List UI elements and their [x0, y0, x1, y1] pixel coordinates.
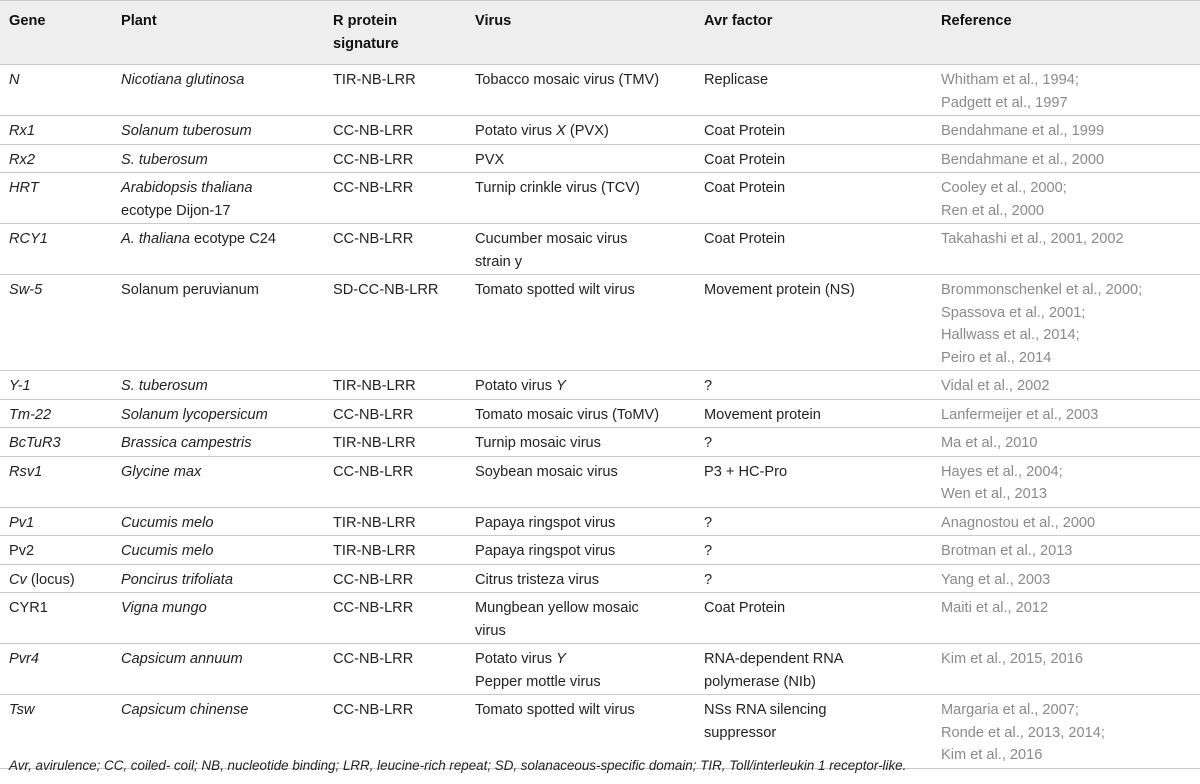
virus-name: Papaya ringspot virus [475, 543, 616, 559]
virus-name: Papaya ringspot virus [475, 514, 616, 531]
table-row [0, 173, 1200, 224]
plant-name: Brassica campestris [121, 435, 252, 451]
table-row [0, 507, 1200, 536]
table-row [0, 456, 1200, 507]
cell-gene [0, 644, 121, 695]
cell-avr [704, 564, 941, 593]
cell-virus [475, 564, 704, 593]
cell-virus [475, 593, 704, 644]
cell-r-protein [333, 173, 475, 224]
avr-factor: Coat Protein [704, 600, 786, 616]
plant-name: Nicotiana glutinosa [121, 72, 245, 88]
cell-gene [0, 224, 121, 275]
gene-note: (locus) [30, 571, 75, 588]
r-protein-signature: SD-CC-NB-LRR [333, 282, 439, 298]
cell-virus [475, 224, 704, 275]
r-protein-signature: TIR-NB-LRR [333, 543, 416, 559]
r-protein-signature: CC-NB-LRR [333, 151, 414, 168]
virus-letter: Y [556, 651, 566, 667]
reference-link[interactable]: Brommonschenkel et al., 2000; [941, 282, 1143, 298]
cell-gene [0, 695, 121, 769]
virus-name: Tomato spotted wilt virus [475, 702, 635, 718]
cell-virus [475, 507, 704, 536]
cell-r-protein [333, 116, 475, 145]
gene-name: BcTuR3 [9, 435, 61, 451]
reference-link[interactable]: Cooley et al., 2000; [941, 180, 1067, 196]
plant-name: Solanum peruvianum [121, 282, 259, 298]
virus-name: Potato virus X (PVX) [475, 123, 609, 139]
cell-gene [0, 173, 121, 224]
header-plant: Plant [121, 13, 157, 29]
table-footnote: Avr, avirulence; CC, coiled- coil; NB, nucleotide binding; LRR, leucine-rich repeat; SD, solanaceous-specific domain; TIR, Toll/interleukin 1 receptor-like. [9, 758, 907, 773]
r-protein-signature: CC-NB-LRR [333, 651, 414, 667]
virus-name-secondary: Pepper mottle virus [475, 673, 601, 690]
gene-name: N [9, 72, 20, 88]
cell-virus [475, 116, 704, 145]
virus-letter: Y [556, 378, 566, 394]
cell-r-protein [333, 371, 475, 400]
cell-gene [0, 116, 121, 145]
reference-link[interactable]: Padgett et al., 1997 [941, 94, 1068, 111]
r-protein-signature: TIR-NB-LRR [333, 514, 416, 531]
cell-reference [941, 371, 1200, 400]
virus-name: Tobacco mosaic virus (TMV) [475, 72, 660, 88]
cell-gene [0, 456, 121, 507]
cell-avr [704, 456, 941, 507]
cell-virus [475, 428, 704, 457]
virus-name: Turnip crinkle virus (TCV) [475, 180, 640, 196]
cell-virus [475, 275, 704, 371]
cell-r-protein [333, 644, 475, 695]
cell-gene [0, 564, 121, 593]
gene-name: HRT [9, 180, 39, 196]
cell-avr [704, 144, 941, 173]
cell-reference [941, 593, 1200, 644]
table-row [0, 644, 1200, 695]
cell-reference [941, 275, 1200, 371]
cell-avr [704, 593, 941, 644]
gene-name: Y-1 [9, 378, 31, 394]
cell-reference [941, 399, 1200, 428]
r-protein-signature: CC-NB-LRR [333, 600, 414, 616]
cell-avr [704, 116, 941, 145]
table-row [0, 371, 1200, 400]
table-header-row [0, 1, 1200, 65]
reference-link[interactable]: Yang et al., 2003 [941, 571, 1051, 588]
reference-link[interactable]: Ronde et al., 2013, 2014; [941, 724, 1105, 741]
cell-reference [941, 507, 1200, 536]
header-r-protein: R protein signature [333, 13, 399, 52]
reference-link[interactable]: Vidal et al., 2002 [941, 378, 1050, 394]
reference-link[interactable]: Ren et al., 2000 [941, 202, 1045, 219]
cell-reference [941, 536, 1200, 565]
cell-r-protein [333, 65, 475, 116]
cell-gene [0, 399, 121, 428]
cell-gene [0, 428, 121, 457]
reference-link[interactable]: Margaria et al., 2007; [941, 702, 1079, 718]
table-row [0, 224, 1200, 275]
cell-plant [121, 593, 333, 644]
cell-plant [121, 224, 333, 275]
cell-plant [121, 275, 333, 371]
cell-avr [704, 428, 941, 457]
table-body [0, 65, 1200, 769]
plant-name: Solanum tuberosum [121, 123, 252, 139]
gene-name: RCY1 [9, 231, 48, 247]
plant-name: Poncirus trifoliata [121, 571, 233, 588]
gene-name: Tm-22 [9, 406, 52, 423]
plant-name: Capsicum chinense [121, 702, 249, 718]
r-protein-signature: CC-NB-LRR [333, 231, 414, 247]
plant-name: Vigna mungo [121, 600, 207, 616]
cell-virus [475, 144, 704, 173]
table-row [0, 116, 1200, 145]
header-gene: Gene [9, 13, 46, 29]
cell-gene [0, 275, 121, 371]
virus-name: Turnip mosaic virus [475, 435, 601, 451]
cell-r-protein [333, 144, 475, 173]
cell-reference [941, 428, 1200, 457]
cell-gene [0, 65, 121, 116]
gene-name: Cv [9, 571, 27, 588]
cell-plant [121, 65, 333, 116]
cell-avr [704, 536, 941, 565]
cell-r-protein [333, 536, 475, 565]
reference-link[interactable]: Whitham et al., 1994; [941, 72, 1079, 88]
avr-factor: Coat Protein [704, 231, 786, 247]
avr-factor: Coat Protein [704, 180, 786, 196]
cell-virus [475, 65, 704, 116]
table-row [0, 564, 1200, 593]
plant-ecotype: ecotype C24 [194, 231, 276, 247]
header-avr: Avr factor [704, 13, 773, 29]
cell-plant [121, 695, 333, 769]
plant-name: Glycine max [121, 463, 202, 480]
virus-name: PVX [475, 151, 505, 168]
plant-name: A. thaliana [121, 231, 190, 247]
cell-avr [704, 644, 941, 695]
reference-link[interactable]: Bendahmane et al., 1999 [941, 123, 1105, 139]
gene-name: Rx2 [9, 151, 35, 168]
cell-gene [0, 507, 121, 536]
r-protein-signature: CC-NB-LRR [333, 571, 414, 588]
cell-virus [475, 371, 704, 400]
cell-plant [121, 144, 333, 173]
cell-avr [704, 507, 941, 536]
cell-reference [941, 144, 1200, 173]
virus-name: Tomato spotted wilt virus [475, 282, 635, 298]
table-row [0, 65, 1200, 116]
reference-link[interactable]: Anagnostou et al., 2000 [941, 514, 1096, 531]
reference-link[interactable]: Maiti et al., 2012 [941, 600, 1049, 616]
avr-factor: P3 + HC-Pro [704, 463, 788, 480]
cell-virus [475, 536, 704, 565]
virus-name: Tomato mosaic virus (ToMV) [475, 406, 660, 423]
cell-r-protein [333, 275, 475, 371]
avr-factor: Movement protein (NS) [704, 282, 855, 298]
table-row [0, 399, 1200, 428]
cell-avr [704, 399, 941, 428]
cell-virus [475, 173, 704, 224]
virus-name: Potato virus Y [475, 651, 566, 667]
virus-name: Mungbean yellow mosaic virus [475, 600, 639, 639]
reference-link[interactable]: Spassova et al., 2001; [941, 304, 1086, 321]
gene-name: Pv2 [9, 543, 35, 559]
cell-avr [704, 65, 941, 116]
table-row [0, 275, 1200, 371]
cell-reference [941, 644, 1200, 695]
cell-avr [704, 224, 941, 275]
avr-factor: Coat Protein [704, 123, 786, 139]
cell-virus [475, 456, 704, 507]
cell-avr [704, 371, 941, 400]
plant-name: Solanum lycopersicum [121, 406, 268, 423]
cell-reference [941, 173, 1200, 224]
r-protein-signature: CC-NB-LRR [333, 702, 414, 718]
avr-factor: RNA-dependent RNA polymerase (NIb) [704, 651, 843, 690]
cell-reference [941, 564, 1200, 593]
cell-plant [121, 507, 333, 536]
plant-ecotype: ecotype Dijon-17 [121, 202, 231, 219]
gene-name: Rsv1 [9, 463, 43, 480]
header-reference: Reference [941, 13, 1012, 29]
cell-gene [0, 371, 121, 400]
cell-virus [475, 644, 704, 695]
avr-factor: ? [704, 514, 713, 531]
avr-factor: Movement protein [704, 406, 821, 423]
cell-reference [941, 116, 1200, 145]
avr-factor: ? [704, 571, 713, 588]
table-row [0, 593, 1200, 644]
r-protein-signature: CC-NB-LRR [333, 180, 414, 196]
virus-letter: X [556, 123, 566, 139]
cell-plant [121, 428, 333, 457]
r-protein-signature: CC-NB-LRR [333, 463, 414, 480]
gene-name: Rx1 [9, 123, 35, 139]
r-protein-signature: TIR-NB-LRR [333, 378, 416, 394]
cell-plant [121, 116, 333, 145]
cell-plant [121, 536, 333, 565]
r-protein-signature: TIR-NB-LRR [333, 72, 416, 88]
reference-link[interactable]: Hayes et al., 2004; [941, 463, 1063, 480]
cell-reference [941, 224, 1200, 275]
cell-r-protein [333, 428, 475, 457]
cell-plant [121, 173, 333, 224]
cell-r-protein [333, 593, 475, 644]
virus-name: Potato virus Y [475, 378, 566, 394]
virus-name: Citrus tristeza virus [475, 571, 600, 588]
reference-link[interactable]: Peiro et al., 2014 [941, 349, 1052, 366]
reference-link[interactable]: Lanfermeijer et al., 2003 [941, 406, 1099, 423]
gene-name: Tsw [9, 702, 35, 718]
avr-factor: ? [704, 543, 713, 559]
table-row [0, 428, 1200, 457]
reference-link[interactable]: Wen et al., 2013 [941, 486, 1048, 502]
reference-link[interactable]: Kim et al., 2015, 2016 [941, 651, 1083, 667]
cell-virus [475, 399, 704, 428]
plant-name: Capsicum annuum [121, 651, 243, 667]
avr-factor: Coat Protein [704, 151, 786, 168]
plant-name: Cucumis melo [121, 514, 214, 531]
cell-r-protein [333, 456, 475, 507]
avr-factor: ? [704, 435, 713, 451]
virus-name: Soybean mosaic virus [475, 463, 618, 480]
reference-link[interactable]: Bendahmane et al., 2000 [941, 151, 1105, 168]
virus-name: Cucumber mosaic virus strain y [475, 231, 628, 270]
gene-name: Sw-5 [9, 282, 43, 298]
reference-link[interactable]: Takahashi et al., 2001, 2002 [941, 231, 1124, 247]
gene-name: CYR1 [9, 600, 48, 616]
cell-r-protein [333, 399, 475, 428]
cell-avr [704, 173, 941, 224]
gene-name: Pv1 [9, 514, 35, 531]
cell-avr [704, 275, 941, 371]
cell-plant [121, 371, 333, 400]
cell-reference [941, 456, 1200, 507]
cell-gene [0, 144, 121, 173]
table-row [0, 536, 1200, 565]
plant-name: Arabidopsis thaliana [121, 180, 253, 196]
cell-reference [941, 695, 1200, 769]
reference-link[interactable]: Ma et al., 2010 [941, 435, 1038, 451]
avr-factor: ? [704, 378, 713, 394]
plant-name: Cucumis melo [121, 543, 214, 559]
r-protein-signature: CC-NB-LRR [333, 123, 414, 139]
cell-gene [0, 593, 121, 644]
gene-name: Pvr4 [9, 651, 40, 667]
plant-name: S. tuberosum [121, 151, 208, 168]
cell-plant [121, 644, 333, 695]
header-virus: Virus [475, 13, 512, 29]
table-row [0, 695, 1200, 769]
cell-r-protein [333, 564, 475, 593]
r-protein-signature: CC-NB-LRR [333, 406, 414, 423]
cell-reference [941, 65, 1200, 116]
cell-gene [0, 536, 121, 565]
cell-r-protein [333, 695, 475, 769]
reference-link[interactable]: Kim et al., 2016 [941, 747, 1043, 763]
cell-r-protein [333, 507, 475, 536]
avr-factor: Replicase [704, 72, 769, 88]
r-protein-signature: TIR-NB-LRR [333, 435, 416, 451]
reference-link[interactable]: Hallwass et al., 2014; [941, 327, 1080, 343]
reference-link[interactable]: Brotman et al., 2013 [941, 543, 1073, 559]
cell-plant [121, 456, 333, 507]
avr-factor: NSs RNA silencing suppressor [704, 702, 827, 741]
cell-virus [475, 695, 704, 769]
cell-plant [121, 564, 333, 593]
cell-r-protein [333, 224, 475, 275]
cell-avr [704, 695, 941, 769]
plant-name: S. tuberosum [121, 378, 208, 394]
table-row [0, 144, 1200, 173]
cell-plant [121, 399, 333, 428]
